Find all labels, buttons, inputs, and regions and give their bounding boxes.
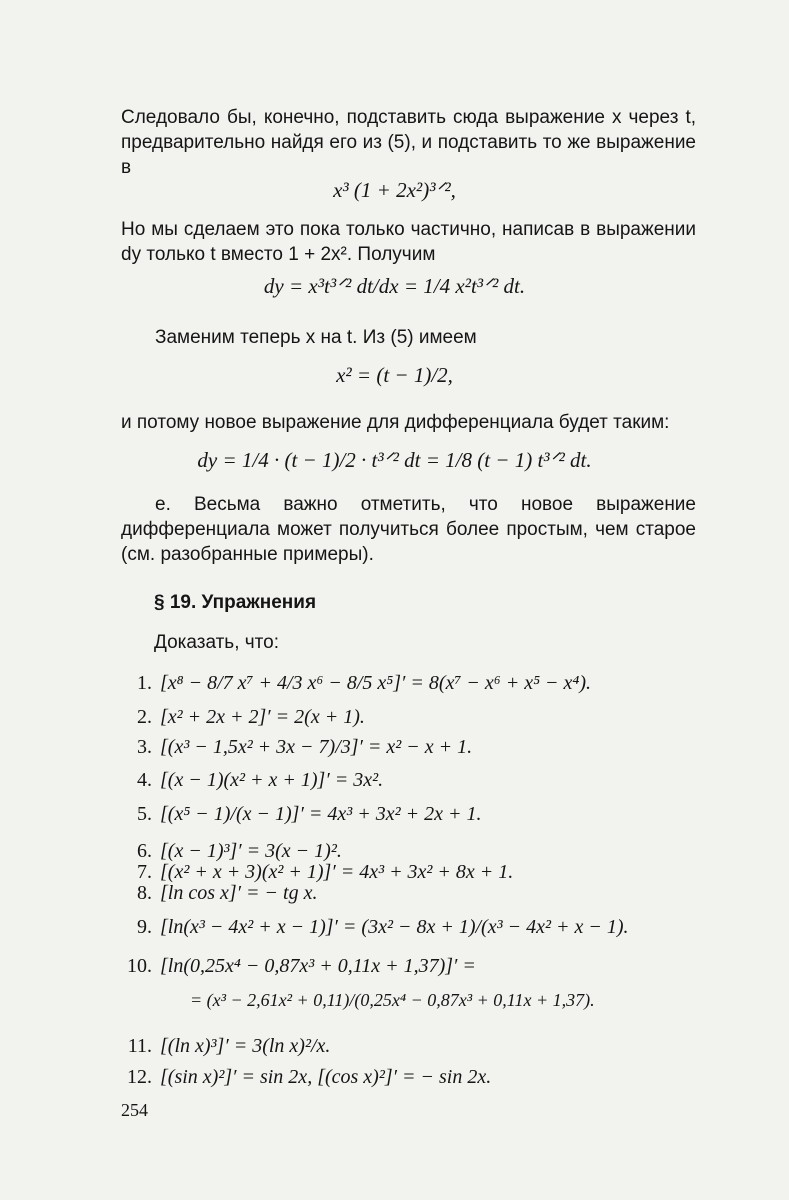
exercise-5	[120, 803, 481, 826]
exercise-number: 9.	[137, 916, 152, 938]
exercise-9	[120, 916, 628, 939]
exercise-10-continued	[190, 990, 595, 1011]
exercise-text: [x² + 2x + 2]′ = 2(x + 1).	[160, 706, 365, 728]
exercise-10	[120, 955, 476, 978]
exercise-text: [(x⁵ − 1)/(x − 1)]′ = 4x³ + 3x² + 2x + 1.	[160, 803, 482, 825]
exercise-text: [(x − 1)³]′ = 3(x − 1)².	[160, 840, 342, 862]
exercise-number: 4.	[137, 769, 152, 791]
page-number: 254	[121, 1100, 148, 1120]
section-heading: § 19. Упражнения	[154, 592, 317, 613]
exercise-number: 3.	[137, 736, 152, 758]
paragraph-5: е. Весьма важно отметить, что новое выражение дифференциала может получиться более простым, чем старое (см. разобранные примеры).	[121, 494, 696, 565]
equation-2: dy = x³t³ᐟ² dt/dx = 1/4 x²t³ᐟ² dt.	[263, 274, 526, 298]
exercise-number: 11.	[127, 1035, 152, 1057]
exercise-text: [(x − 1)(x² + x + 1)]′ = 3x².	[160, 769, 384, 791]
paragraph-3: Заменим теперь x на t. Из (5) имеем	[155, 327, 477, 348]
exercise-number: 12.	[127, 1066, 152, 1088]
exercise-number: 1.	[137, 672, 152, 694]
paragraph-1: Следовало бы, конечно, подставить сюда выражение x через t, предварительно найдя его из (5), и подставить то же выражение в	[121, 107, 696, 178]
exercise-11	[120, 1035, 330, 1058]
exercise-text: [ln cos x]′ = − tg x.	[160, 882, 318, 904]
exercise-6	[120, 840, 342, 863]
exercise-text: = (x³ − 2,61x² + 0,11)/(0,25x⁴ − 0,87x³ + 0,11x + 1,37).	[190, 990, 595, 1010]
exercise-text: [(sin x)²]′ = sin 2x, [(cos x)²]′ = − sin 2x.	[160, 1066, 492, 1088]
exercise-text: [(x³ − 1,5x² + 3x − 7)/3]′ = x² − x + 1.	[160, 736, 473, 758]
exercise-4	[120, 769, 383, 792]
exercise-text: [(ln x)³]′ = 3(ln x)²/x.	[160, 1035, 331, 1057]
exercise-2	[120, 706, 365, 729]
equation-1: x³ (1 + 2x²)³ᐟ²,	[333, 178, 456, 202]
exercise-text: [x⁸ − 8/7 x⁷ + 4/3 x⁶ − 8/5 x⁵]′ = 8(x⁷ − x⁶ + x⁵ − x⁴).	[160, 672, 592, 694]
paragraph-2: Но мы сделаем это пока только частично, написав в выражении dy только t вместо 1 + 2x². Получим	[121, 219, 696, 265]
exercise-number: 10.	[127, 955, 152, 977]
exercise-7	[120, 861, 513, 884]
section-intro: Доказать, что:	[154, 632, 279, 653]
paragraph-4: и потому новое выражение для дифференциала будет таким:	[121, 412, 670, 433]
exercise-text: [ln(0,25x⁴ − 0,87x³ + 0,11x + 1,37)]′ =	[160, 955, 476, 977]
exercise-3	[120, 736, 472, 759]
exercise-number: 8.	[137, 882, 152, 904]
exercise-8	[120, 882, 317, 905]
equation-4: dy = 1/4 · (t − 1)/2 · t³ᐟ² dt = 1/8 (t − 1) t³ᐟ² dt.	[197, 448, 592, 472]
exercise-text: [ln(x³ − 4x² + x − 1)]′ = (3x² − 8x + 1)/(x³ − 4x² + x − 1).	[160, 916, 629, 938]
equation-3: x² = (t − 1)/2,	[336, 363, 453, 387]
exercise-text: [(x² + x + 3)(x² + 1)]′ = 4x³ + 3x² + 8x + 1.	[160, 861, 514, 883]
exercise-number: 7.	[137, 861, 152, 883]
exercise-1	[120, 672, 591, 695]
exercise-number: 2.	[137, 706, 152, 728]
exercise-12	[120, 1066, 491, 1089]
exercise-number: 5.	[137, 803, 152, 825]
exercise-number: 6.	[137, 840, 152, 862]
